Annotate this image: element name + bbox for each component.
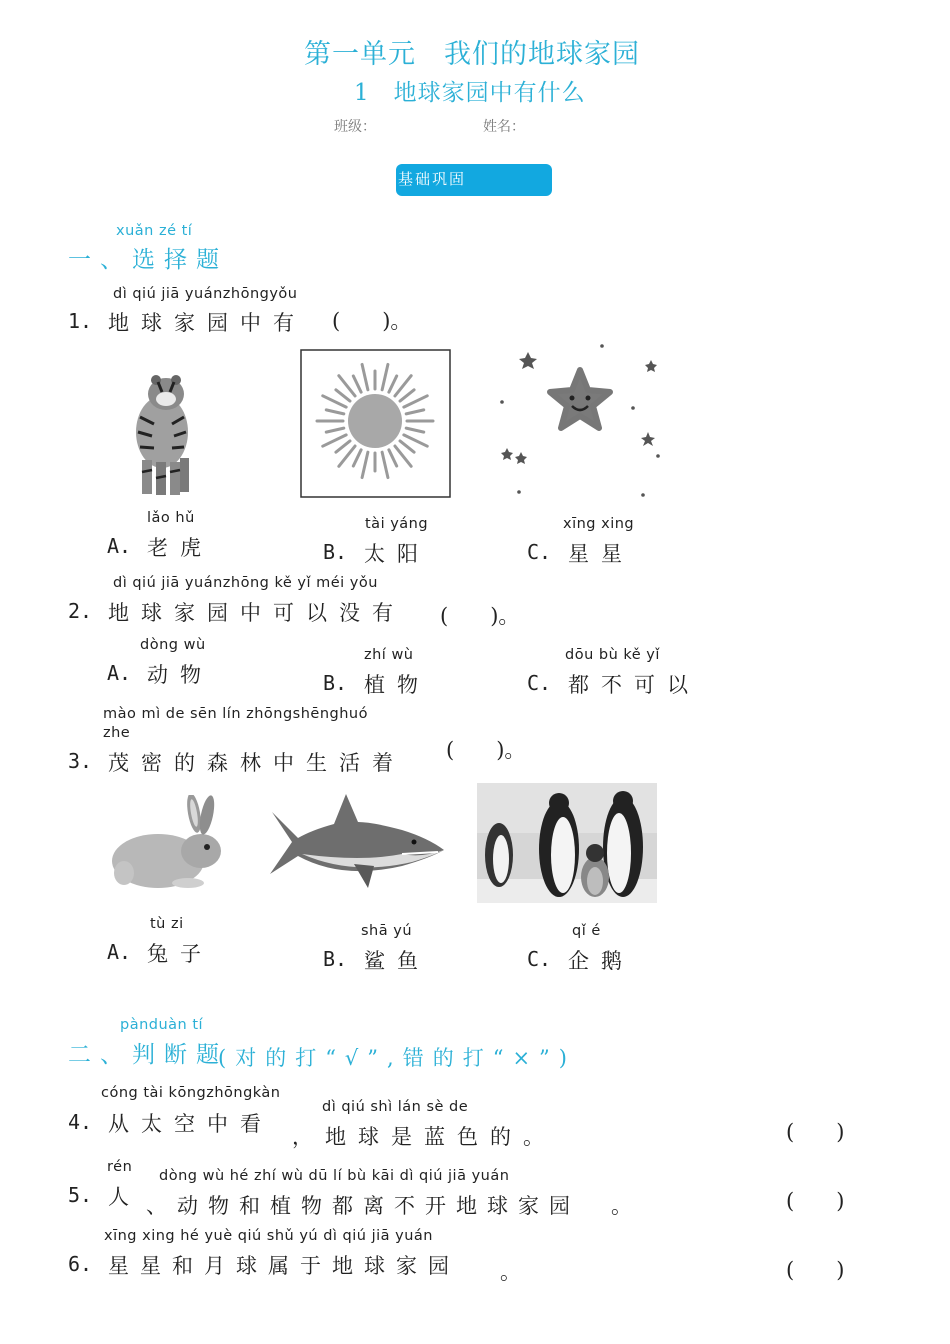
q1-option-a-letter[interactable]: A. (107, 534, 132, 558)
q2-option-c-letter[interactable]: C. (527, 671, 552, 695)
section2-title: 二、判断题 (68, 1042, 228, 1068)
q3-option-a-text[interactable]: 兔子 (147, 942, 213, 966)
q3-answer-blank[interactable]: ( )。 (446, 738, 526, 762)
q2-number: 2. (68, 599, 93, 623)
q4-answer-blank[interactable]: ( ) (786, 1120, 845, 1144)
q3-option-a-letter[interactable]: A. (107, 940, 132, 964)
section-badge: 基础巩固 (396, 164, 552, 196)
rabbit-photo (106, 795, 232, 893)
q4-text-1: 从太空中看 (108, 1112, 273, 1136)
q5-number: 5. (68, 1183, 93, 1207)
q3-option-b-letter[interactable]: B. (323, 947, 348, 971)
q6-text-2: 。 (500, 1260, 533, 1284)
q1-number: 1. (68, 309, 93, 333)
q2-option-b-text[interactable]: 植物 (364, 673, 430, 697)
q5-text-1: 人 (108, 1185, 141, 1209)
q6-number: 6. (68, 1252, 93, 1276)
q1-option-c-pinyin: xīng xing (563, 516, 635, 532)
q1-option-a-text[interactable]: 老虎 (147, 536, 213, 560)
q2-option-a-letter[interactable]: A. (107, 661, 132, 685)
q3-option-a-pinyin: tù zi (150, 916, 184, 932)
q1-text: 地球家园中有 (108, 311, 306, 335)
q1-option-b-pinyin: tài yáng (365, 516, 429, 532)
q2-option-a-text[interactable]: 动物 (147, 663, 213, 687)
q3-pinyin: mào mì de sēn lín zhōngshēnghuó (103, 706, 368, 722)
q3-text: 茂密的森林中生活着 (108, 751, 405, 775)
q5-pinyin-2: dòng wù hé zhí wù dū lí bù kāi dì qiú jiā yuán (159, 1168, 510, 1184)
q5-answer-blank[interactable]: ( ) (786, 1189, 845, 1213)
lesson-title: 1 地球家园中有什么 (354, 80, 586, 106)
q1-option-b-text[interactable]: 太阳 (364, 542, 430, 566)
class-label: 班级： (334, 119, 376, 135)
q4-number: 4. (68, 1110, 93, 1134)
penguin-photo (477, 783, 657, 903)
sun-icon (300, 349, 451, 498)
q2-option-c-text[interactable]: 都不可以 (568, 673, 700, 697)
section1-title: 一、选择题 (68, 247, 228, 273)
q3-option-c-pinyin: qǐ é (572, 923, 601, 939)
q6-answer-blank[interactable]: ( ) (786, 1258, 845, 1282)
q2-option-b-pinyin: zhí wù (364, 647, 414, 663)
q3-option-b-text[interactable]: 鲨鱼 (364, 949, 430, 973)
q3-option-c-text[interactable]: 企鹅 (568, 949, 634, 973)
q6-text-1: 星星和月球属于地球家园 (108, 1254, 460, 1278)
q4-text-2: ，地球是蓝色的。 (292, 1125, 556, 1149)
q1-option-b-letter[interactable]: B. (323, 540, 348, 564)
q2-text: 地球家园中可以没有 (108, 601, 405, 625)
q2-pinyin: dì qiú jiā yuánzhōng kě yǐ méi yǒu (113, 575, 378, 591)
q1-option-c-text[interactable]: 星星 (568, 542, 634, 566)
section1-pinyin: xuǎn zé tí (116, 223, 193, 239)
q3-pinyin-zhe: zhe (103, 725, 131, 741)
shark-photo (262, 792, 446, 894)
q2-option-c-pinyin: dōu bù kě yǐ (565, 647, 660, 663)
unit-title: 第一单元 我们的地球家园 (304, 39, 640, 70)
section2-pinyin: pànduàn tí (120, 1017, 204, 1033)
q1-option-c-letter[interactable]: C. (527, 540, 552, 564)
q1-option-a-pinyin: lǎo hǔ (147, 510, 195, 526)
q2-answer-blank[interactable]: ( )。 (440, 604, 520, 628)
q5-pinyin-1: rén (107, 1159, 133, 1175)
star-icon (492, 340, 664, 502)
name-label: 姓名： (483, 119, 525, 135)
q6-pinyin-1: xīng xing hé yuè qiú shǔ yú dì qiú jiā yuán (104, 1228, 433, 1244)
q4-pinyin-2: dì qiú shì lán sè de (322, 1099, 469, 1115)
tiger-photo (118, 372, 206, 497)
q5-text-2: 、动物和植物都离不开地球家园 。 (146, 1194, 642, 1218)
q2-option-b-letter[interactable]: B. (323, 671, 348, 695)
q3-option-b-pinyin: shā yú (361, 923, 413, 939)
q1-pinyin: dì qiú jiā yuánzhōngyǒu (113, 286, 298, 302)
q3-option-c-letter[interactable]: C. (527, 947, 552, 971)
q4-pinyin-1: cóng tài kōngzhōngkàn (101, 1085, 281, 1101)
q1-answer-blank[interactable]: ( )。 (332, 309, 412, 333)
section2-instruction: (对的打“√”,错的打“×”) (218, 1046, 576, 1070)
q2-option-a-pinyin: dòng wù (140, 637, 206, 653)
q3-number: 3. (68, 749, 93, 773)
